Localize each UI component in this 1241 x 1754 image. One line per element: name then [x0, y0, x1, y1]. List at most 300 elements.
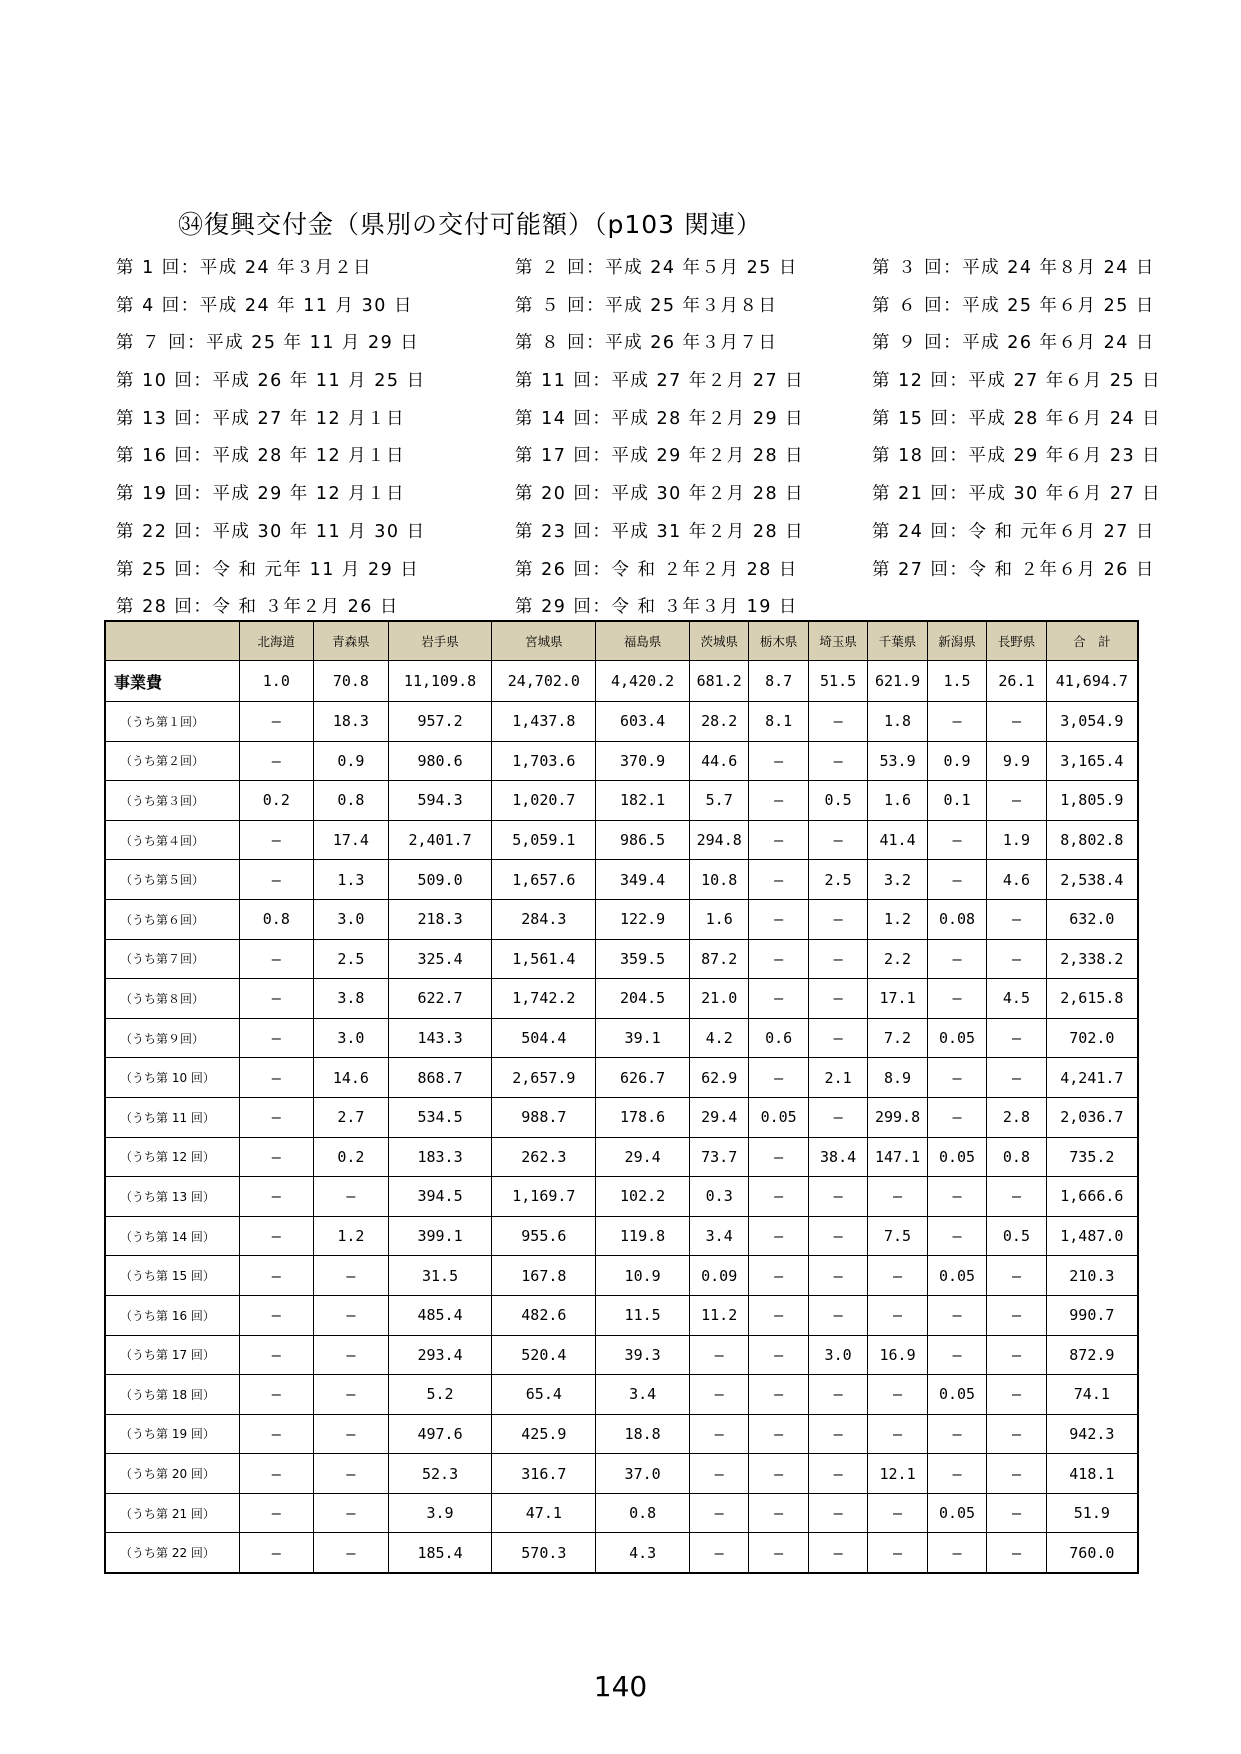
table-cell: 183.3 — [388, 1137, 492, 1177]
table-cell: — — [239, 1295, 314, 1335]
table-cell: 1.0 — [239, 661, 314, 702]
table-cell: 18.3 — [314, 702, 389, 742]
table-cell: — — [927, 702, 986, 742]
table-cell: 0.08 — [927, 899, 986, 939]
table-cell: — — [314, 1533, 389, 1573]
table-cell: 29.4 — [596, 1137, 690, 1177]
table-cell: 1,657.6 — [492, 860, 596, 900]
table-cell: 102.2 — [596, 1177, 690, 1217]
table-cell: — — [749, 1177, 808, 1217]
row-label: （うち第４回） — [105, 820, 239, 860]
table-cell: — — [239, 1375, 314, 1415]
table-cell: — — [927, 1533, 986, 1573]
table-cell: 1.6 — [868, 781, 927, 821]
column-header: 岩手県 — [388, 621, 492, 661]
table-cell: 4.2 — [689, 1018, 748, 1058]
table-row — [105, 702, 1138, 742]
round-date: 第 29 回：令 和 ３年３月 19 日 — [515, 597, 798, 618]
table-cell: 986.5 — [596, 820, 690, 860]
table-cell: 509.0 — [388, 860, 492, 900]
table-cell: 182.1 — [596, 781, 690, 821]
table-cell: 73.7 — [689, 1137, 748, 1177]
table-cell: 1,020.7 — [492, 781, 596, 821]
round-date: 第 28 回：令 和 ３年２月 26 日 — [116, 597, 399, 618]
page-number: 140 — [593, 1670, 648, 1703]
table-cell: 143.3 — [388, 1018, 492, 1058]
table-cell: — — [868, 1295, 927, 1335]
table-cell: 0.05 — [749, 1097, 808, 1137]
table-cell: — — [927, 860, 986, 900]
table-cell: 37.0 — [596, 1454, 690, 1494]
table-cell: 349.4 — [596, 860, 690, 900]
table-cell: 570.3 — [492, 1533, 596, 1573]
table-cell: 17.1 — [868, 979, 927, 1019]
table-cell: — — [987, 1493, 1046, 1533]
table-cell: 8,802.8 — [1046, 820, 1138, 860]
table-cell: — — [927, 979, 986, 1019]
table-cell: 87.2 — [689, 939, 748, 979]
table-cell: — — [808, 1256, 867, 1296]
round-date: 第 25 回：令 和 元年 11 月 29 日 — [116, 559, 420, 580]
row-label: （うち第８回） — [105, 979, 239, 1019]
table-cell: 2.5 — [808, 860, 867, 900]
table-cell: 12.1 — [868, 1454, 927, 1494]
table-cell: 2.7 — [314, 1097, 389, 1137]
table-cell: 0.6 — [749, 1018, 808, 1058]
table-cell: — — [314, 1177, 389, 1217]
table-cell: 10.9 — [596, 1256, 690, 1296]
table-cell: 4.5 — [987, 979, 1046, 1019]
table-cell: 1,487.0 — [1046, 1216, 1138, 1256]
table-cell: 0.3 — [689, 1177, 748, 1217]
table-cell: — — [749, 1058, 808, 1098]
table-cell: 74.1 — [1046, 1375, 1138, 1415]
table-cell: 11,109.8 — [388, 661, 492, 702]
table-cell: 210.3 — [1046, 1256, 1138, 1296]
table-cell: 2,401.7 — [388, 820, 492, 860]
table-cell: — — [749, 1137, 808, 1177]
table-cell: 262.3 — [492, 1137, 596, 1177]
table-cell: 1.3 — [314, 860, 389, 900]
table-cell: — — [868, 1493, 927, 1533]
round-date: 第 23 回：平成 31 年２月 28 日 — [515, 521, 805, 542]
table-cell: 3.4 — [689, 1216, 748, 1256]
row-label: （うち第 17 回） — [105, 1335, 239, 1375]
table-cell: 14.6 — [314, 1058, 389, 1098]
table-row — [105, 781, 1138, 821]
table-cell: 41.4 — [868, 820, 927, 860]
table-cell: — — [749, 781, 808, 821]
table-cell: 872.9 — [1046, 1335, 1138, 1375]
table-row — [105, 1216, 1138, 1256]
table-cell: — — [239, 1533, 314, 1573]
row-label: （うち第 22 回） — [105, 1533, 239, 1573]
table-cell: 62.9 — [689, 1058, 748, 1098]
grant-table — [104, 620, 1139, 1574]
table-cell: 2.2 — [868, 939, 927, 979]
row-label: （うち第 16 回） — [105, 1295, 239, 1335]
table-cell: 603.4 — [596, 702, 690, 742]
table-cell: 11.5 — [596, 1295, 690, 1335]
table-cell: — — [808, 1454, 867, 1494]
table-cell: 3,054.9 — [1046, 702, 1138, 742]
table-cell: — — [808, 1216, 867, 1256]
table-cell: 0.05 — [927, 1018, 986, 1058]
table-cell: — — [749, 979, 808, 1019]
table-cell: 10.8 — [689, 860, 748, 900]
column-header: 新潟県 — [927, 621, 986, 661]
row-label: （うち第 20 回） — [105, 1454, 239, 1494]
table-cell: 44.6 — [689, 741, 748, 781]
table-cell: — — [987, 781, 1046, 821]
table-cell: — — [808, 1018, 867, 1058]
page-title: ㉞復興交付金（県別の交付可能額）（p103 関連） — [178, 210, 763, 239]
table-cell: — — [314, 1414, 389, 1454]
table-cell: 17.4 — [314, 820, 389, 860]
table-cell: — — [314, 1454, 389, 1494]
table-cell: — — [987, 1295, 1046, 1335]
table-cell: 957.2 — [388, 702, 492, 742]
table-cell: — — [808, 702, 867, 742]
table-cell: — — [239, 820, 314, 860]
table-cell: — — [239, 860, 314, 900]
table-cell: 0.2 — [314, 1137, 389, 1177]
round-date: 第 22 回：平成 30 年 11 月 30 日 — [116, 521, 426, 542]
table-cell: 65.4 — [492, 1375, 596, 1415]
table-cell: 735.2 — [1046, 1137, 1138, 1177]
table-cell: — — [749, 741, 808, 781]
round-row — [116, 323, 1156, 361]
table-cell: — — [239, 1454, 314, 1494]
round-date: 第 ５ 回：平成 25 年３月８日 — [515, 295, 778, 316]
table-cell: — — [749, 1335, 808, 1375]
table-cell: — — [808, 1375, 867, 1415]
table-row — [105, 860, 1138, 900]
table-cell: 1.2 — [868, 899, 927, 939]
row-label: （うち第１回） — [105, 702, 239, 742]
table-cell: — — [927, 1097, 986, 1137]
table-cell: 147.1 — [868, 1137, 927, 1177]
table-cell: 2.5 — [314, 939, 389, 979]
table-cell: 1.2 — [314, 1216, 389, 1256]
row-label: （うち第 19 回） — [105, 1414, 239, 1454]
table-cell: — — [987, 1335, 1046, 1375]
table-cell: 52.3 — [388, 1454, 492, 1494]
round-date: 第 14 回：平成 28 年２月 29 日 — [515, 408, 805, 429]
table-cell: 5.2 — [388, 1375, 492, 1415]
table-cell: 1,703.6 — [492, 741, 596, 781]
table-cell: 3.2 — [868, 860, 927, 900]
table-cell: 185.4 — [388, 1533, 492, 1573]
table-cell: — — [749, 1533, 808, 1573]
round-row — [116, 248, 1156, 286]
row-label: （うち第７回） — [105, 939, 239, 979]
table-cell: 51.5 — [808, 661, 867, 702]
table-cell: — — [987, 1256, 1046, 1296]
table-cell: 0.05 — [927, 1137, 986, 1177]
column-header: 茨城県 — [689, 621, 748, 661]
table-cell: 8.9 — [868, 1058, 927, 1098]
table-cell: — — [808, 741, 867, 781]
table-cell: — — [689, 1533, 748, 1573]
table-cell: 31.5 — [388, 1256, 492, 1296]
table-cell: 3.0 — [314, 899, 389, 939]
table-cell: 1.8 — [868, 702, 927, 742]
table-cell: 2,036.7 — [1046, 1097, 1138, 1137]
round-date: 第 ６ 回：平成 25 年６月 25 日 — [872, 295, 1155, 316]
round-date: 第 19 回：平成 29 年 12 月１日 — [116, 484, 406, 505]
table-cell: 0.2 — [239, 781, 314, 821]
table-cell: 2,538.4 — [1046, 860, 1138, 900]
round-row — [116, 436, 1162, 474]
table-cell: 0.05 — [927, 1375, 986, 1415]
table-cell: 425.9 — [492, 1414, 596, 1454]
row-label: （うち第 21 回） — [105, 1493, 239, 1533]
table-cell: 4.6 — [987, 860, 1046, 900]
row-label: 事業費 — [105, 661, 239, 702]
round-row — [116, 399, 1162, 437]
round-date: 第 ８ 回：平成 26 年３月７日 — [515, 333, 778, 354]
table-cell: — — [749, 860, 808, 900]
table-cell: 284.3 — [492, 899, 596, 939]
table-cell: 204.5 — [596, 979, 690, 1019]
row-label: （うち第 14 回） — [105, 1216, 239, 1256]
row-label: （うち第 12 回） — [105, 1137, 239, 1177]
table-cell: 316.7 — [492, 1454, 596, 1494]
table-cell: 1.6 — [689, 899, 748, 939]
table-cell: 0.05 — [927, 1493, 986, 1533]
table-body — [105, 661, 1138, 1574]
table-cell: — — [239, 1177, 314, 1217]
table-cell: — — [239, 939, 314, 979]
table-cell: 0.09 — [689, 1256, 748, 1296]
table-cell: 2,615.8 — [1046, 979, 1138, 1019]
table-cell: 0.9 — [314, 741, 389, 781]
column-header: 宮城県 — [492, 621, 596, 661]
table-cell: — — [987, 1454, 1046, 1494]
round-date: 第 ２ 回：平成 24 年５月 25 日 — [515, 258, 798, 278]
table-cell: 626.7 — [596, 1058, 690, 1098]
row-label: （うち第５回） — [105, 860, 239, 900]
table-cell: 980.6 — [388, 741, 492, 781]
table-cell: — — [749, 1375, 808, 1415]
table-cell: 5.7 — [689, 781, 748, 821]
table-cell: 4,241.7 — [1046, 1058, 1138, 1098]
table-cell: 299.8 — [868, 1097, 927, 1137]
round-date-list — [116, 248, 1162, 625]
table-cell: — — [868, 1375, 927, 1415]
table-cell: 370.9 — [596, 741, 690, 781]
table-cell: 1,437.8 — [492, 702, 596, 742]
table-cell: — — [927, 1216, 986, 1256]
table-cell: — — [927, 1335, 986, 1375]
table-cell: — — [868, 1177, 927, 1217]
table-cell: — — [987, 1058, 1046, 1098]
table-cell: 2.1 — [808, 1058, 867, 1098]
table-row — [105, 1137, 1138, 1177]
table-cell: — — [239, 1256, 314, 1296]
table-cell: — — [808, 1097, 867, 1137]
table-cell: 47.1 — [492, 1493, 596, 1533]
column-header: 北海道 — [239, 621, 314, 661]
column-header: 長野県 — [987, 621, 1046, 661]
table-cell: 29.4 — [689, 1097, 748, 1137]
table-cell: 38.4 — [808, 1137, 867, 1177]
round-date: 第 18 回：平成 29 年６月 23 日 — [872, 446, 1162, 467]
table-cell: 621.9 — [868, 661, 927, 702]
table-cell: 955.6 — [492, 1216, 596, 1256]
table-cell: — — [868, 1256, 927, 1296]
row-label: （うち第 11 回） — [105, 1097, 239, 1137]
round-date: 第 17 回：平成 29 年２月 28 日 — [515, 446, 805, 467]
round-date: 第 10 回：平成 26 年 11 月 25 日 — [116, 371, 426, 392]
table-cell: — — [808, 820, 867, 860]
table-cell: 24,702.0 — [492, 661, 596, 702]
round-date: 第 24 回：令 和 元年６月 27 日 — [872, 521, 1155, 542]
table-cell: 26.1 — [987, 661, 1046, 702]
table-cell: 868.7 — [388, 1058, 492, 1098]
table-cell: 520.4 — [492, 1335, 596, 1375]
table-cell: — — [987, 899, 1046, 939]
table-cell: — — [808, 979, 867, 1019]
table-cell: 942.3 — [1046, 1414, 1138, 1454]
table-cell: 294.8 — [689, 820, 748, 860]
round-date: 第 4 回：平成 24 年 11 月 30 日 — [116, 295, 413, 316]
row-label: （うち第 10 回） — [105, 1058, 239, 1098]
round-date: 第 26 回：令 和 ２年２月 28 日 — [515, 559, 798, 580]
table-cell: — — [239, 979, 314, 1019]
column-header — [105, 621, 239, 661]
round-date: 第 27 回：令 和 ２年６月 26 日 — [872, 559, 1155, 580]
table-cell: — — [239, 741, 314, 781]
round-date: 第 21 回：平成 30 年６月 27 日 — [872, 484, 1162, 505]
table-cell: 1,169.7 — [492, 1177, 596, 1217]
table-cell: 702.0 — [1046, 1018, 1138, 1058]
row-label: （うち第２回） — [105, 741, 239, 781]
table-cell: — — [987, 1375, 1046, 1415]
table-cell: — — [314, 1295, 389, 1335]
table-row — [105, 899, 1138, 939]
table-row — [105, 1177, 1138, 1217]
row-label: （うち第 18 回） — [105, 1375, 239, 1415]
round-date: 第 15 回：平成 28 年６月 24 日 — [872, 408, 1162, 429]
round-date: 第 11 回：平成 27 年２月 27 日 — [515, 371, 805, 392]
table-cell: — — [239, 1335, 314, 1375]
round-row — [116, 512, 1156, 550]
column-header: 千葉県 — [868, 621, 927, 661]
table-cell: 0.5 — [808, 781, 867, 821]
table-cell: — — [808, 939, 867, 979]
table-cell: 1,561.4 — [492, 939, 596, 979]
table-row — [105, 1414, 1138, 1454]
table-cell: — — [987, 1177, 1046, 1217]
round-date: 第 ９ 回：平成 26 年６月 24 日 — [872, 333, 1155, 354]
table-row — [105, 1375, 1138, 1415]
round-date: 第 ７ 回：平成 25 年 11 月 29 日 — [116, 333, 420, 354]
table-cell: 51.9 — [1046, 1493, 1138, 1533]
table-cell: 8.1 — [749, 702, 808, 742]
table-cell: — — [314, 1256, 389, 1296]
table-row — [105, 661, 1138, 702]
table-cell: 497.6 — [388, 1414, 492, 1454]
table-row — [105, 1018, 1138, 1058]
table-cell: — — [749, 1216, 808, 1256]
table-cell: 3.0 — [808, 1335, 867, 1375]
table-cell: 0.8 — [314, 781, 389, 821]
table-cell: 0.9 — [927, 741, 986, 781]
table-cell: — — [239, 1414, 314, 1454]
table-cell: — — [749, 1295, 808, 1335]
table-cell: 2,657.9 — [492, 1058, 596, 1098]
table-cell: — — [927, 1295, 986, 1335]
column-header: 栃木県 — [749, 621, 808, 661]
table-cell: 18.8 — [596, 1414, 690, 1454]
table-cell: 4,420.2 — [596, 661, 690, 702]
table-cell: 0.5 — [987, 1216, 1046, 1256]
table-cell: 9.9 — [987, 741, 1046, 781]
table-cell: — — [808, 1295, 867, 1335]
table-cell: 1,805.9 — [1046, 781, 1138, 821]
table-cell: — — [808, 1414, 867, 1454]
table-cell: — — [239, 1216, 314, 1256]
column-header: 埼玉県 — [808, 621, 867, 661]
table-cell: — — [868, 1414, 927, 1454]
table-cell: — — [927, 820, 986, 860]
table-cell: — — [987, 1533, 1046, 1573]
table-cell: — — [239, 702, 314, 742]
table-cell: — — [749, 820, 808, 860]
round-row — [116, 286, 1156, 324]
table-cell: 8.7 — [749, 661, 808, 702]
table-cell: — — [689, 1335, 748, 1375]
table-cell: 988.7 — [492, 1097, 596, 1137]
table-cell: — — [689, 1493, 748, 1533]
table-cell: 53.9 — [868, 741, 927, 781]
table-cell: 21.0 — [689, 979, 748, 1019]
table-cell: 594.3 — [388, 781, 492, 821]
table-cell: 1.5 — [927, 661, 986, 702]
table-cell: — — [314, 1335, 389, 1375]
table-cell: — — [987, 702, 1046, 742]
table-cell: 622.7 — [388, 979, 492, 1019]
table-cell: — — [239, 1018, 314, 1058]
column-header: 青森県 — [314, 621, 389, 661]
table-row — [105, 979, 1138, 1019]
table-cell: 394.5 — [388, 1177, 492, 1217]
table-cell: 218.3 — [388, 899, 492, 939]
table-cell: 399.1 — [388, 1216, 492, 1256]
table-cell: 0.05 — [927, 1256, 986, 1296]
table-cell: — — [239, 1097, 314, 1137]
table-cell: — — [239, 1058, 314, 1098]
table-cell: 2,338.2 — [1046, 939, 1138, 979]
table-row — [105, 820, 1138, 860]
table-cell: — — [749, 899, 808, 939]
table-cell: 11.2 — [689, 1295, 748, 1335]
table-cell: 418.1 — [1046, 1454, 1138, 1494]
table-header-row — [105, 621, 1138, 661]
table-cell: 5,059.1 — [492, 820, 596, 860]
table-cell: — — [927, 1414, 986, 1454]
table-cell: 0.1 — [927, 781, 986, 821]
table-cell: 990.7 — [1046, 1295, 1138, 1335]
table-cell: 504.4 — [492, 1018, 596, 1058]
table-cell: — — [314, 1493, 389, 1533]
column-header: 福島県 — [596, 621, 690, 661]
table-row — [105, 1256, 1138, 1296]
table-cell: — — [749, 1454, 808, 1494]
table-row — [105, 741, 1138, 781]
